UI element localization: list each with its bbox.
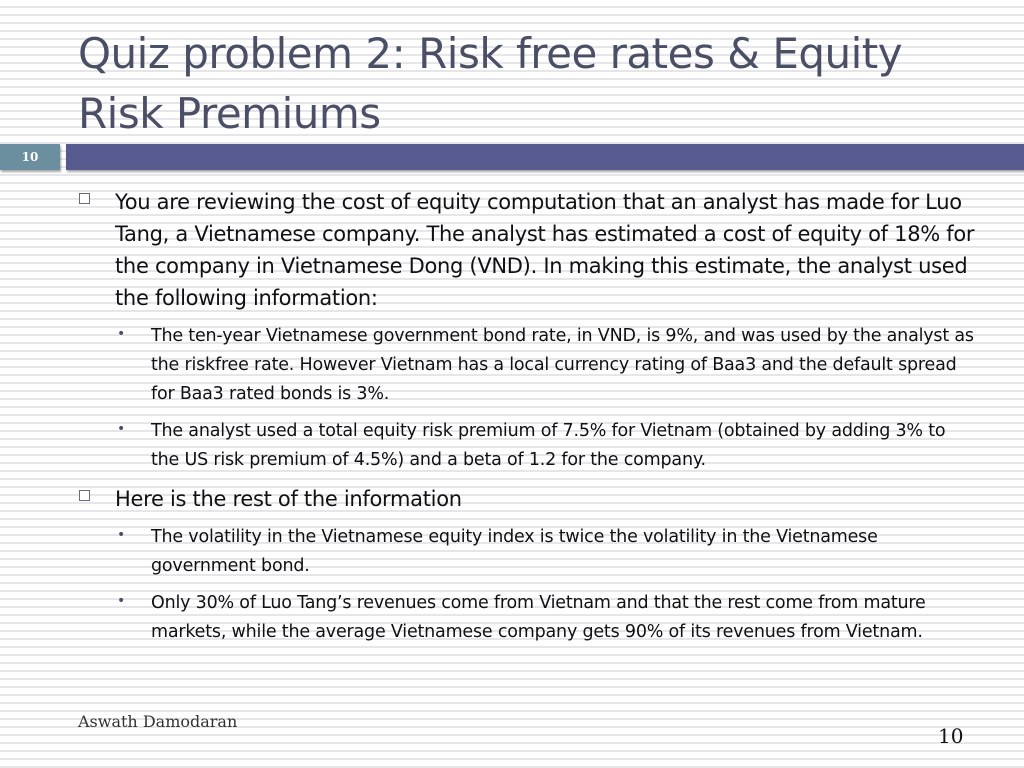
sub-bullet-2-1-text: The volatility in the Vietnamese equity index is twice the volatility in the Vietnamese government bond. xyxy=(151,527,878,576)
sub-bullet-2-1 xyxy=(115,523,978,581)
bullet-2-text: Here is the rest of the information xyxy=(115,487,462,511)
sub-bullet-2-2 xyxy=(115,589,978,647)
sub-bullet-1-1 xyxy=(115,322,978,409)
bullet-1 xyxy=(78,186,978,314)
sub-bullet-2-2-text: Only 30% of Luo Tang’s revenues come from Vietnam and that the rest come from mature markets, while the average Vietnamese company gets 90% of its revenues from Vietnam. xyxy=(151,593,926,642)
bullet-2 xyxy=(78,483,978,515)
title-divider-bar xyxy=(66,144,1024,170)
footer-author: Aswath Damodaran xyxy=(78,712,238,731)
dot-bullet-icon: • xyxy=(117,593,126,609)
sub-bullet-1-1-text: The ten-year Vietnamese government bond rate, in VND, is 9%, and was used by the analyst as the riskfree rate. However Vietnam has a local currency rating of Baa3 and the default spread for Baa3 rated bonds is 3%. xyxy=(151,326,974,404)
bullet-1-text: You are reviewing the cost of equity computation that an analyst has made for Luo Tang, a Vietnamese company. The analyst has estimated a cost of equity of 18% for the company in Vietnamese Dong (VND). In making this estimate, the analyst used the following information: xyxy=(115,190,975,310)
sub-bullet-1-2 xyxy=(115,417,978,475)
page-number: 10 xyxy=(938,724,964,748)
slide-number-badge: 10 xyxy=(0,144,60,170)
square-bullet-icon xyxy=(79,490,90,501)
slide-title: Quiz problem 2: Risk free rates & Equity Risk Premiums xyxy=(78,29,903,138)
square-bullet-icon xyxy=(79,193,90,204)
dot-bullet-icon: • xyxy=(117,326,126,342)
dot-bullet-icon: • xyxy=(117,421,126,437)
sub-bullet-1-2-text: The analyst used a total equity risk premium of 7.5% for Vietnam (obtained by adding 3% to the US risk premium of 4.5%) and a beta of 1.2 for the company. xyxy=(151,421,946,470)
dot-bullet-icon: • xyxy=(117,527,126,543)
slide-content xyxy=(78,186,978,655)
